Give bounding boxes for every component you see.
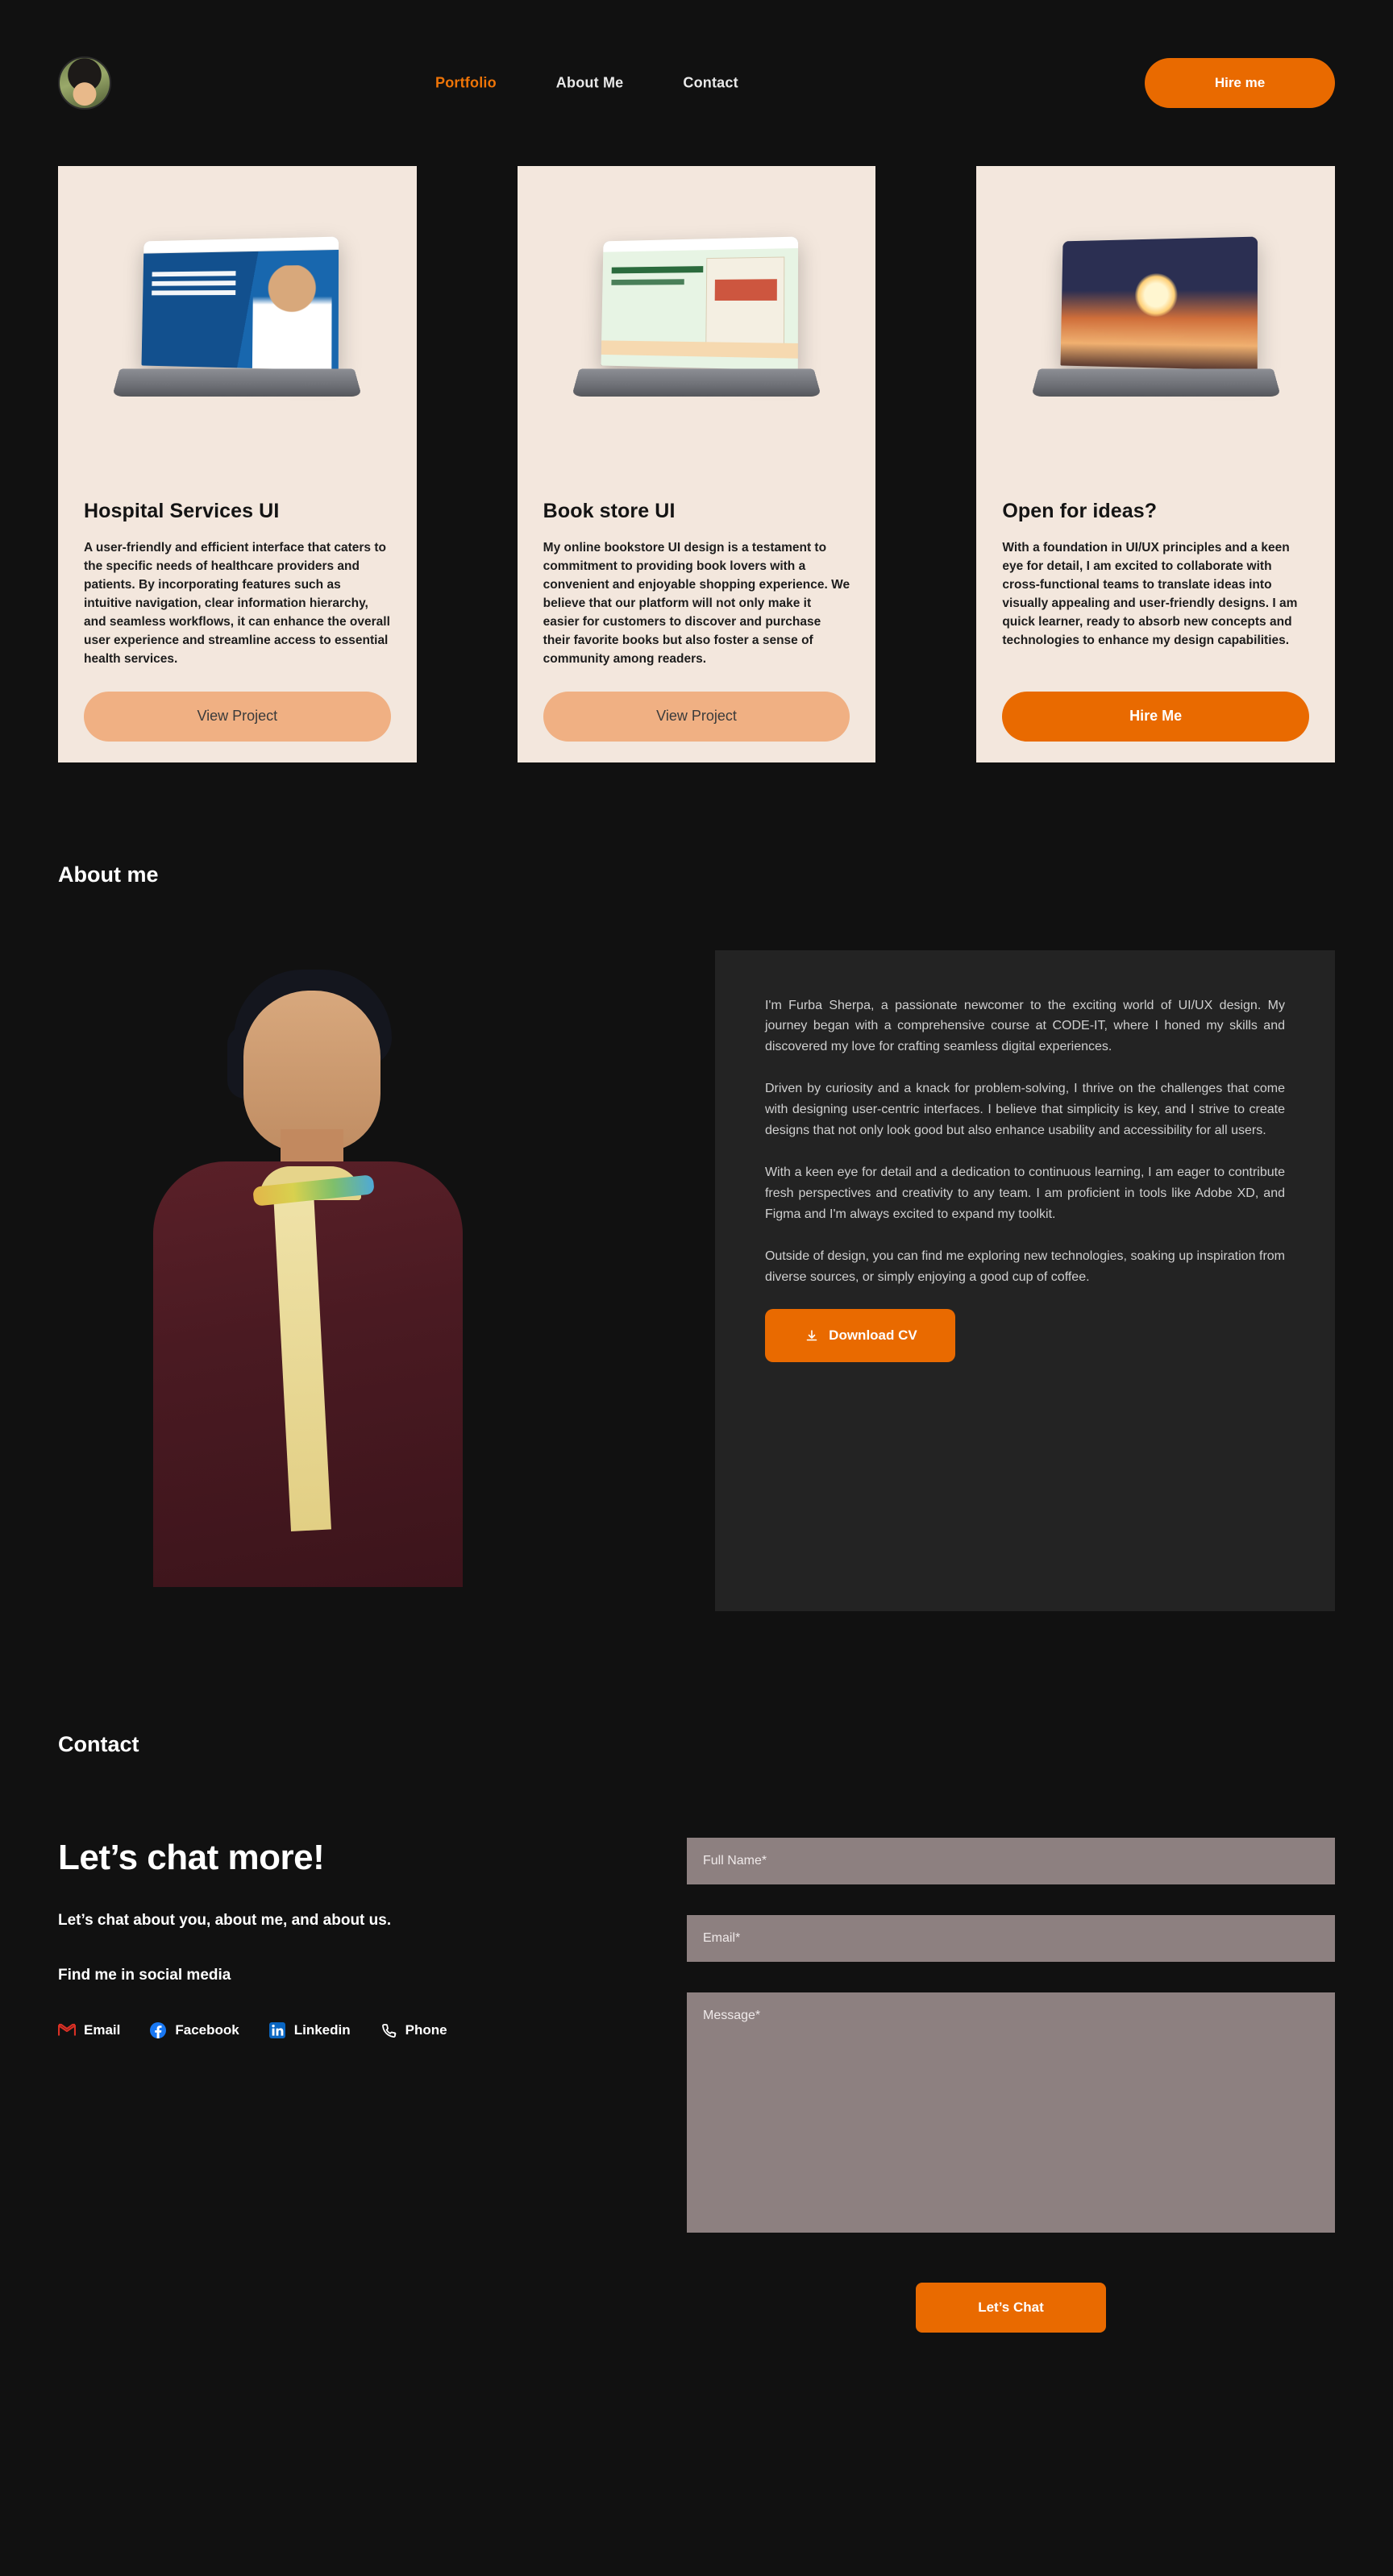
social-label: Facebook — [175, 2021, 239, 2038]
site-header — [0, 0, 1393, 166]
linkedin-icon — [268, 2021, 286, 2039]
laptop-mockup-icon — [1035, 239, 1277, 408]
project-card-hospital — [58, 166, 417, 762]
project-description: My online bookstore UI design is a testament to commitment to providing book lovers with a convenient and enjoyable shopping experience. We believe that our platform will not only make it easier for customers to discover and purchase their favorite books but also foster a sense of community among readers. — [543, 541, 850, 666]
about-paragraph-3: With a keen eye for detail and a dedication to continuous learning, I am eager to contribute fresh perspectives and creativity to any team. I am proficient in tools like Adobe XD, and Figma and I'm always excited to expand my toolkit. — [764, 1165, 1285, 1221]
download-cv-label: Download CV — [829, 1327, 917, 1343]
laptop-mockup-icon — [576, 239, 817, 408]
email-input[interactable] — [687, 1915, 1335, 1962]
main-nav — [435, 75, 738, 92]
contact-section — [0, 1838, 1393, 2333]
about-text-panel — [715, 950, 1335, 1611]
about-section-title: About me — [58, 862, 159, 887]
avatar[interactable] — [58, 56, 111, 110]
social-link-email[interactable] — [58, 2021, 120, 2039]
portrait-head — [243, 991, 380, 1152]
contact-info — [58, 1838, 638, 2333]
social-media-heading: Find me in social media — [58, 1966, 231, 1984]
hire-me-card-button[interactable]: Hire Me — [1002, 692, 1309, 742]
project-thumbnail-ideas — [976, 166, 1335, 480]
project-title: Book store UI — [543, 500, 676, 522]
social-label: Linkedin — [293, 2021, 351, 2038]
about-section — [0, 950, 1393, 1611]
view-project-button[interactable]: View Project — [543, 692, 850, 742]
project-card-open-for-ideas — [976, 166, 1335, 762]
contact-form — [687, 1838, 1335, 2333]
laptop-mockup-icon — [116, 239, 358, 408]
project-title: Hospital Services UI — [84, 500, 280, 522]
about-paragraph-2: Driven by curiosity and a knack for problem-solving, I thrive on the challenges that come with designing user-centric interfaces. I believe that simplicity is key, and I strive to create designs that not only look good but also enhance usability and accessibility for all users. — [764, 1082, 1285, 1138]
project-title: Open for ideas? — [1002, 500, 1158, 522]
about-paragraph-1: I'm Furba Sherpa, a passionate newcomer to the exciting world of UI/UX design. My journey began with a comprehensive course at CODE-IT, where I honed my skills and discovered my love for crafting seamless digital experiences. — [764, 998, 1285, 1054]
facebook-icon — [149, 2021, 167, 2039]
nav-item-portfolio[interactable]: Portfolio — [435, 74, 497, 91]
download-icon — [803, 1327, 821, 1344]
full-name-input[interactable] — [687, 1838, 1335, 1884]
page-bottom-spacer — [0, 2333, 1393, 2429]
project-thumbnail-bookstore — [518, 166, 876, 480]
social-link-phone[interactable] — [380, 2021, 447, 2039]
gmail-icon — [58, 2021, 76, 2039]
social-label: Phone — [405, 2021, 447, 2038]
hire-me-header-button[interactable]: Hire me — [1145, 58, 1335, 108]
project-cards — [0, 166, 1393, 762]
social-link-facebook[interactable] — [149, 2021, 239, 2039]
phone-icon — [380, 2021, 397, 2039]
about-paragraph-4: Outside of design, you can find me exploring new technologies, soaking up inspiration from diverse sources, or simply enjoying a good cup of coffee. — [764, 1249, 1285, 1284]
contact-subheadline: Let’s chat about you, about me, and about us. — [58, 1911, 392, 1929]
nav-item-about-me[interactable]: About Me — [555, 74, 624, 91]
project-description: With a foundation in UI/UX principles and a keen eye for detail, I am excited to collaborate with cross-functional teams to translate ideas into visually appealing and user-friendly designs. I am quick learner, ready to absorb new concepts and technologies to enhance my design capabilities. — [1002, 541, 1298, 647]
submit-chat-button[interactable]: Let’s Chat — [916, 2283, 1106, 2333]
contact-headline: Let’s chat more! — [58, 1837, 325, 1877]
download-cv-button[interactable] — [765, 1309, 955, 1362]
contact-section-title: Contact — [58, 1731, 139, 1756]
project-thumbnail-hospital — [58, 166, 417, 480]
social-links — [58, 2021, 638, 2039]
social-label: Email — [84, 2021, 121, 2038]
view-project-button[interactable]: View Project — [84, 692, 391, 742]
nav-item-contact[interactable]: Contact — [683, 74, 738, 91]
project-card-bookstore — [518, 166, 876, 762]
portrait-photo — [58, 950, 622, 1611]
project-description: A user-friendly and efficient interface that caters to the specific needs of healthcare providers and patients. By incorporating features such as intuitive navigation, clear information hierarchy, and seamless workflows, it can enhance the overall user experience and streamline access to essential health services. — [84, 541, 390, 666]
social-link-linkedin[interactable] — [268, 2021, 351, 2039]
message-input[interactable] — [687, 1992, 1335, 2233]
